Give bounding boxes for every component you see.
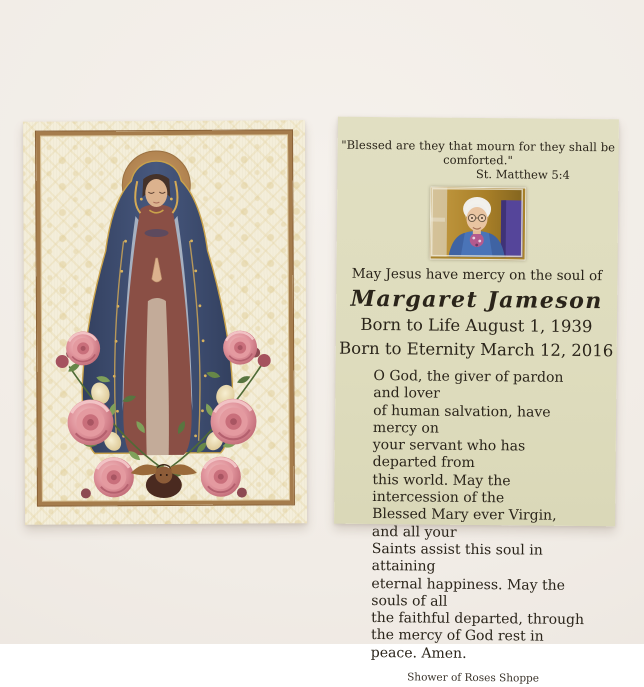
deceased-name: Margaret Jameson [350,285,603,315]
credit-text: Shower of Roses Shoppe [407,671,540,685]
prayer-card-back [334,117,619,685]
prayer-text [371,368,589,664]
prayer-line: Saints assist this soul in attaining [371,540,543,575]
deceased-photo [429,187,526,261]
prayer-line: of human salvation, have mercy on [372,402,551,437]
birth-line: Born to Life August 1, 1939 [360,314,593,337]
rose-icon [201,457,241,497]
prayer-line: eternal happiness. May the souls of all [371,575,566,610]
our-lady-of-guadalupe-illustration [23,120,307,524]
deceased-photo-image [430,188,523,258]
cherub [131,464,197,498]
prayer-line: the faithful departed, through [371,610,585,629]
verse-text: "Blessed are they that mourn for they shall be comforted." [341,137,616,168]
prayer-line: O God, the giver of pardon and lover [373,368,564,402]
prayer-line: your servant who has departed from [372,437,526,472]
death-line: Born to Eternity March 12, 2016 [339,338,614,361]
verse-attribution: St. Matthew 5:4 [475,166,570,182]
rose-icon [210,399,256,445]
prayer-line: this world. May the intercession of the [372,471,511,507]
intro-text: May Jesus have mercy on the soul of [351,265,603,285]
rose-icon [223,331,257,365]
rose-icon [94,457,134,497]
prayer-line: the mercy of God rest in peace. Amen. [370,627,544,662]
rose-icon [66,331,100,365]
rose-icon [67,399,113,445]
prayer-line: Blessed Mary ever Virgin, and all your [371,506,557,541]
prayer-card-front [23,120,307,524]
